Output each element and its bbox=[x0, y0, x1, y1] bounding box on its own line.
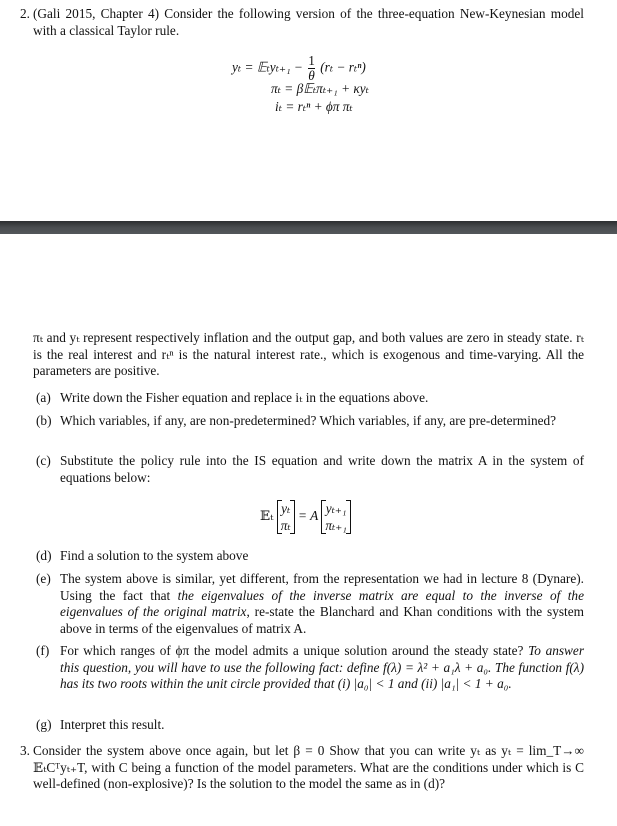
item-f bbox=[36, 643, 584, 693]
phillips-curve-equation bbox=[271, 81, 369, 98]
item-text: The system above is similar, yet different, from the representation we had in lecture 8 (Dynare). Using the fact that bbox=[60, 571, 584, 603]
denominator: θ bbox=[308, 68, 315, 83]
tr-rhs: = rₜⁿ + ϕπ πₜ bbox=[285, 99, 353, 114]
is-lhs: yₜ bbox=[232, 59, 242, 75]
vector-entry: πₜ bbox=[280, 518, 291, 533]
item-italic-text: the eigenvalues of the inverse matrix are equal to the inverse of the eigenvalues of the original matrix bbox=[60, 587, 584, 620]
item-text: Interpret this result. bbox=[60, 717, 165, 732]
item-text: Write down the Fisher equation and replace iₜ in the equations above. bbox=[60, 390, 429, 405]
item-text: Find a solution to the system above bbox=[60, 548, 249, 563]
item-label: (g) bbox=[36, 717, 52, 732]
item-text: , re-state the Blanchard and Khan conditions with the system above in terms of the eigenvalues of matrix A. bbox=[60, 604, 584, 636]
is-rhs-a: = 𝔼ₜyₜ₊₁ − bbox=[244, 59, 303, 75]
vector-entry: yₜ₊₁ bbox=[325, 501, 347, 516]
item-label: (e) bbox=[36, 571, 51, 586]
model-description: πₜ and yₜ represent respectively inflation and the output gap, and both values are zero in steady state. rₜ is the real interest and rₜⁿ is the natural interest rate., which is exogenous and time-varying. All the parameters are positive. bbox=[33, 330, 584, 379]
problem-2-intro bbox=[20, 6, 584, 39]
rhs-vector bbox=[321, 500, 351, 534]
item-a bbox=[36, 390, 584, 407]
item-g bbox=[36, 717, 584, 734]
item-e bbox=[36, 571, 584, 637]
item-text: For which ranges of ϕπ the model admits a unique solution around the steady state? bbox=[60, 643, 529, 658]
problem-number: 3. bbox=[20, 743, 30, 758]
item-b bbox=[36, 413, 584, 430]
page-divider-band bbox=[0, 221, 617, 234]
is-equation bbox=[232, 54, 366, 83]
lhs-vector bbox=[277, 500, 295, 534]
item-label: (d) bbox=[36, 548, 52, 563]
item-label: (b) bbox=[36, 413, 52, 428]
taylor-rule-equation bbox=[275, 99, 353, 116]
intro-text: (Gali 2015, Chapter 4) Consider the following version of the three-equation New-Keynesian model with a classical Taylor rule. bbox=[33, 6, 584, 38]
item-label: (c) bbox=[36, 453, 51, 468]
item-text: Which variables, if any, are non-predetermined? Which variables, if any, are pre-determined? bbox=[60, 413, 557, 428]
problem-number: 2. bbox=[20, 6, 30, 21]
pc-lhs: πₜ bbox=[271, 81, 281, 96]
item-text: Substitute the policy rule into the IS equation and write down the matrix A in the system of equations below: bbox=[60, 453, 584, 485]
pc-rhs: = β𝔼ₜπₜ₊₁ + κyₜ bbox=[284, 81, 369, 96]
problem-3 bbox=[20, 743, 584, 793]
fraction bbox=[308, 54, 315, 83]
numerator: 1 bbox=[308, 53, 315, 68]
vector-entry: yₜ bbox=[281, 501, 291, 516]
is-rhs-b: (rₜ − rₜⁿ) bbox=[320, 59, 366, 75]
item-italic-text: To answer this question, you will have to use the following fact: define f(λ) = λ² + a₁λ + a₀. The function f(λ) has its two roots within the unit circle provided that (i) |a₀| < 1 and (ii) |a₁| < 1 + a₀. bbox=[60, 643, 584, 692]
item-label: (f) bbox=[36, 643, 50, 658]
item-label: (a) bbox=[36, 390, 51, 405]
vector-entry: πₜ₊₁ bbox=[325, 518, 347, 533]
tr-lhs: iₜ bbox=[275, 99, 282, 114]
problem-3-text: Consider the system above once again, but let β = 0 Show that you can write yₜ as yₜ = lim_T→∞ 𝔼ₜCᵀyₜ₊T, with C being a function of the model parameters. What are the conditions under which is C well-defined (non-explosive)? Is the solution to the model the same as in (d)? bbox=[33, 743, 584, 792]
item-c bbox=[36, 453, 584, 486]
matrix-equation bbox=[260, 500, 351, 534]
expectation-operator: 𝔼ₜ bbox=[260, 508, 274, 524]
equals-matrix-a: = A bbox=[298, 508, 318, 524]
item-d bbox=[36, 548, 584, 565]
